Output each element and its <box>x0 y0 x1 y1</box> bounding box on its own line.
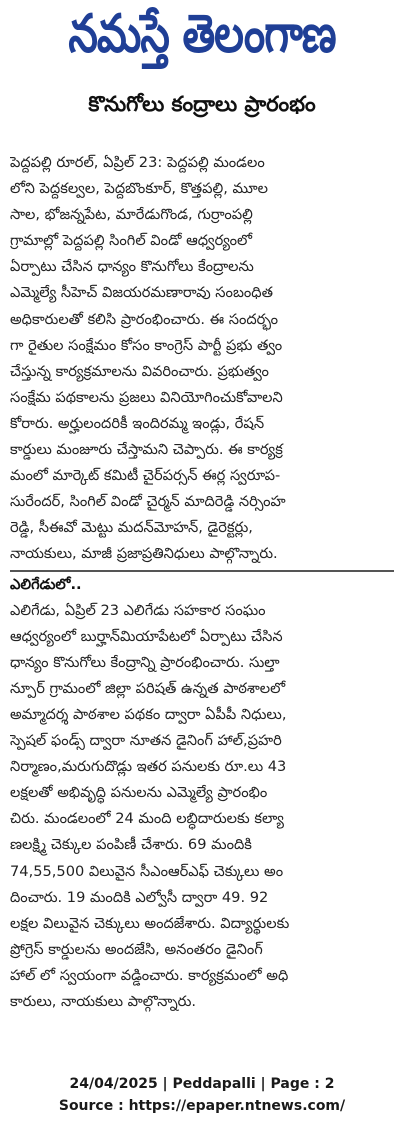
article-line: ఏర్పాటు చేసిన ధాన్యం కొనుగోలు కేంద్రాలను <box>10 258 254 276</box>
article-line: గా రైతుల సంక్షేమం కోసం కాంగ్రెస్ పార్టీ ప్రభు త్వం <box>10 336 283 354</box>
article-line: లోని పెద్దకల్వల, పెద్దబొంకూర్, కొత్తపల్లి, మూల <box>10 180 269 198</box>
article-line: సాల, భోజన్నపేట, మారేడుగొండ, గుర్రాంపల్లి <box>10 206 253 224</box>
article-line: పెద్దపల్లి రూరల్, ఏప్రిల్ 23: పెద్దపల్లి మండలం <box>10 154 265 171</box>
article-line: అధికారులతో కలిసి ప్రారంభించారు. ఈ సందర్భం <box>10 310 279 328</box>
page-footer <box>0 1073 404 1117</box>
article-body <box>10 150 394 1015</box>
article-paragraph-2 <box>10 598 394 1016</box>
article-line: 74,55,500 విలువైన సీఎంఆర్ఎఫ్ చెక్కులు అం <box>10 862 284 880</box>
masthead <box>0 0 404 80</box>
article-line: హాల్ లో స్వయంగా వడ్డించారు. కార్యక్రమంలో అధి <box>10 966 289 984</box>
article-line: ఎమ్మెల్యే సీహెచ్ విజయరమణారావు సంబంధిత <box>10 284 273 302</box>
edition-info: 24/04/2025 | Peddapalli | Page : 2 <box>69 1076 335 1092</box>
article-line: రెడ్డి, సీఈవో మెట్టు మదన్‌మోహన్, డైరెక్టర్లు, <box>10 519 253 537</box>
article-line: నాయకులు, మాజీ ప్రజాప్రతినిధులు పాల్గొన్నారు. <box>10 545 278 563</box>
source-link[interactable]: Source : https://epaper.ntnews.com/ <box>58 1098 346 1114</box>
article-line: స్పెషల్ ఫండ్స్ ద్వారా నూతన డైనింగ్ హాల్,ప్రహరి <box>10 732 282 750</box>
article-line: సంక్షేమ పథకాలను ప్రజలు వినియోగించుకోవాలని <box>10 388 283 406</box>
article-line: నిర్మాణం,మరుగుదొడ్లు ఇతర పనులకు రూ.లు 43 <box>10 758 287 776</box>
article-headline: కొనుగోలు కంద్రాలు ప్రారంభం <box>88 92 316 116</box>
article-line: చిరు. మండలంలో 24 మంది లబ్ధిదారులకు కల్యా <box>10 810 284 828</box>
article-line: కారులు, నాయకులు పాల్గొన్నారు. <box>10 993 197 1010</box>
article-line: ఎలిగేడు, ఏప్రిల్ 23 ఎలిగేడు సహకార సంఘం <box>10 601 266 619</box>
article-line: న్పూర్ గ్రామంలో జిల్లా పరిషత్ ఉన్నత పాఠశాలలో <box>10 679 286 697</box>
newspaper-title: నమస్తే తెలంగాణ <box>68 2 336 64</box>
article-line: కోరారు. అర్హులందరికీ ఇందిరమ్మ ఇండ్లు, రేషన్ <box>10 414 265 432</box>
article-line: చేస్తున్న కార్యక్రమాలను వివరించారు. ప్రభుత్వం <box>10 362 269 380</box>
article-line: అమ్మాదర్శ పాఠశాల పథకం ద్వారా ఏపీపీ నిధులు, <box>10 705 287 723</box>
article-line: ఆధ్వర్యంలో బుర్హాన్‌మియాపేటలో ఏర్పాటు చేసిన <box>10 627 283 645</box>
article-line: మంలో మార్కెట్ కమిటీ చైర్‌పర్సన్ ఈర్ల స్వరూప- <box>10 467 281 485</box>
article-line: గ్రామాల్లో పెద్దపల్లి సింగిల్ విండో ఆధ్వర్యంలో <box>10 232 253 250</box>
article-line: దించారు. 19 మందికి ఎల్వోసీ ద్వారా 49. 92 <box>10 888 269 906</box>
section-subheading: ఎలిగేడులో.. <box>10 575 82 593</box>
article-line: ణలక్ష్మి చెక్కుల పంపిణీ చేశారు. 69 మందికి <box>10 836 252 854</box>
article-line: కార్డులు మంజూరు చేస్తామని చెప్పారు. ఈ కార్యక్ర <box>10 441 283 459</box>
article-line: ప్రోగ్రెస్ కార్డులను అందజేసి, అనంతరం డైనింగ్ <box>10 940 263 958</box>
article-line: సురేందర్, సింగిల్ విండో చైర్మన్ మాదిరెడ్డి నర్సింహ <box>10 493 286 511</box>
article-paragraph-1 <box>10 150 394 568</box>
article-line: ధాన్యం కొనుగోలు కేంద్రాన్ని ప్రారంభించారు. సుల్తా <box>10 653 280 671</box>
article-line: లక్షలతో అభివృద్ధి పనులను ఎమ్మెల్యే ప్రారంభిం <box>10 784 268 802</box>
article-line: లక్షల విలువైన చెక్కులు అందజేశారు. విద్యార్థులకు <box>10 914 290 932</box>
